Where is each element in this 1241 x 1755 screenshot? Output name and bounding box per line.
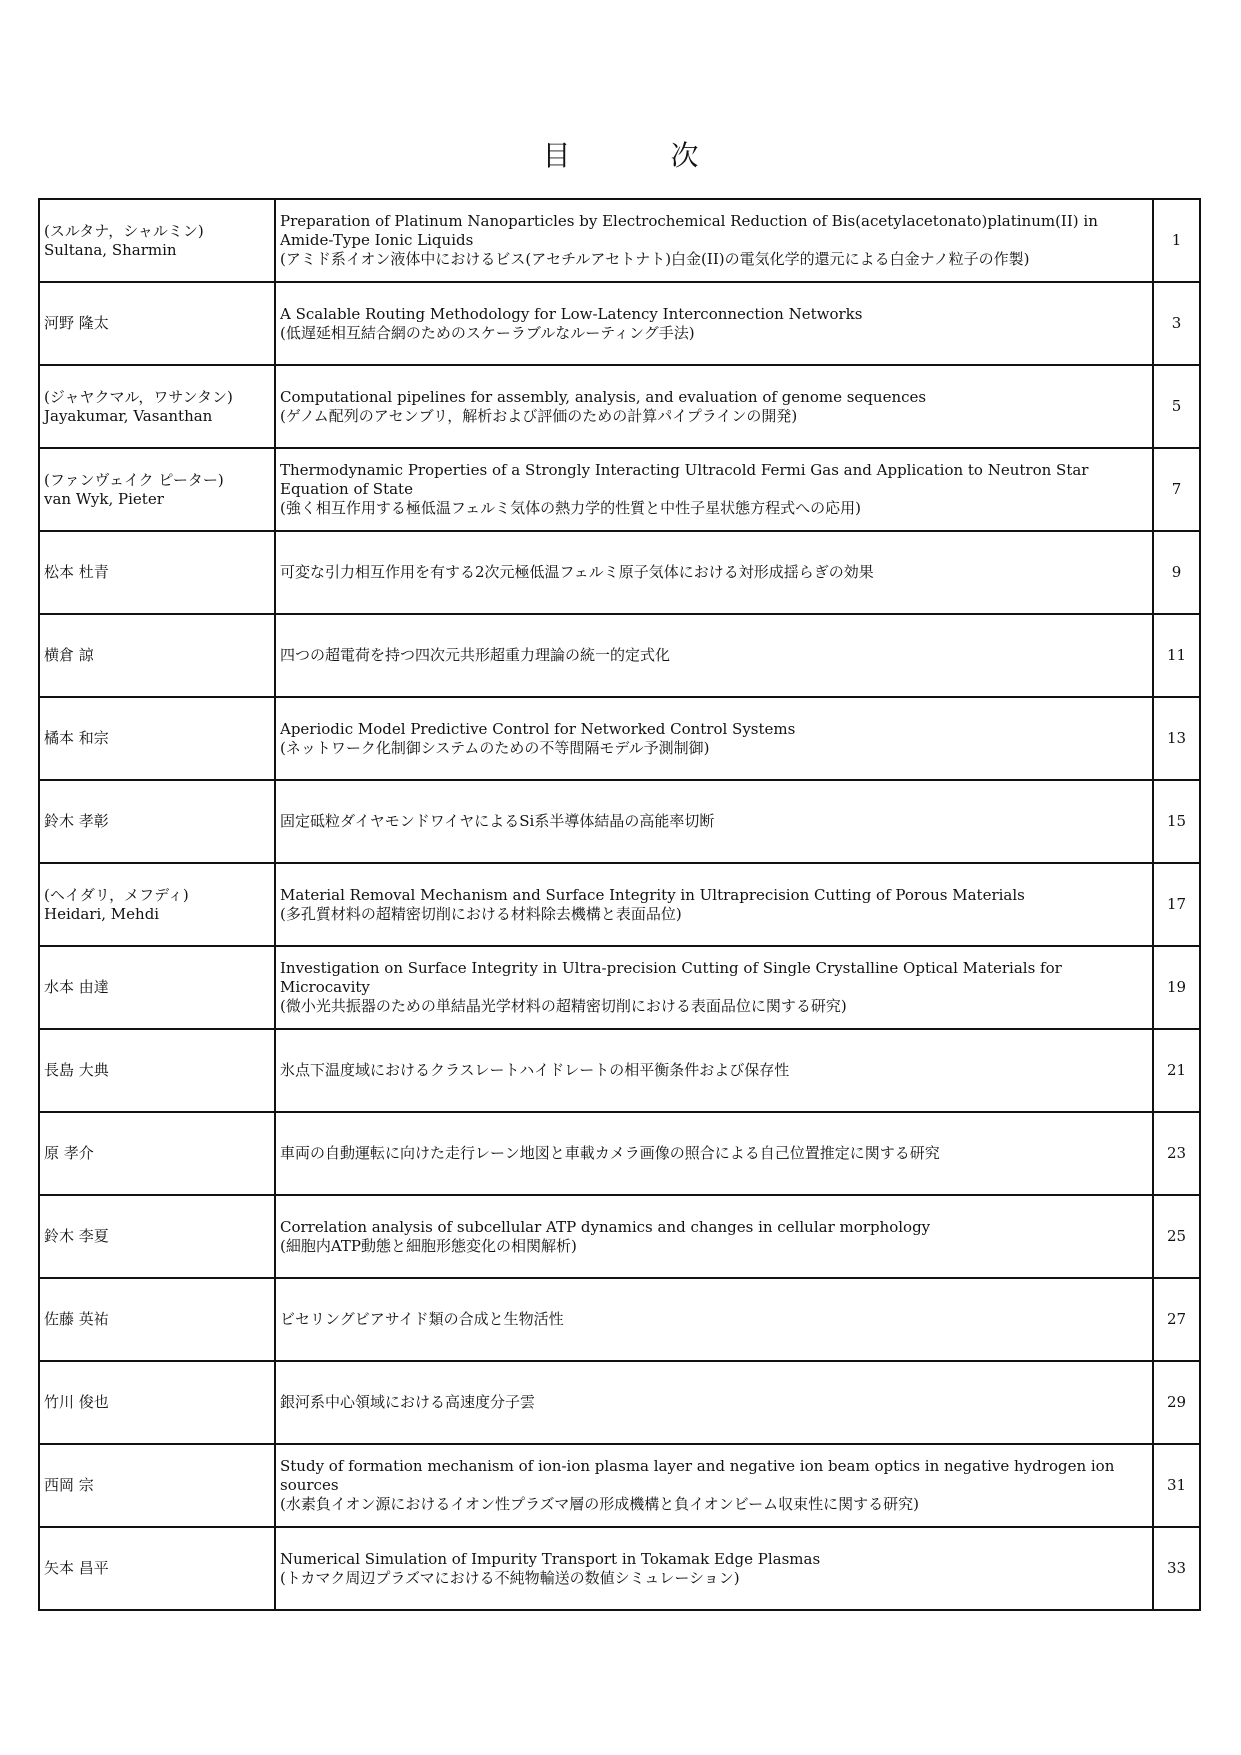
table-row	[39, 531, 1200, 614]
title-cell	[275, 1527, 1153, 1610]
thesis-title: A Scalable Routing Methodology for Low-Latency Interconnection Networks	[280, 304, 863, 323]
table-row	[39, 1527, 1200, 1610]
author-name: 原 孝介	[44, 1144, 94, 1162]
author-name: 河野 隆太	[44, 314, 109, 332]
title-cell	[275, 1444, 1153, 1527]
page-number: 11	[1153, 614, 1200, 697]
table-of-contents	[38, 198, 1201, 1611]
thesis-title: (細胞内ATP動態と細胞形態変化の相関解析)	[280, 1236, 577, 1255]
thesis-title: 四つの超電荷を持つ四次元共形超重力理論の統一的定式化	[280, 646, 671, 664]
page-number: 29	[1153, 1361, 1200, 1444]
author-cell	[39, 1195, 275, 1278]
thesis-title: ビセリングビアサイド類の合成と生物活性	[280, 1310, 564, 1328]
title-cell	[275, 199, 1153, 282]
author-cell	[39, 448, 275, 531]
table-row	[39, 614, 1200, 697]
table-row	[39, 199, 1200, 282]
author-name: (ヘイダリ，メフディ)	[44, 885, 189, 904]
page-number: 17	[1153, 863, 1200, 946]
title-cell	[275, 365, 1153, 448]
page-number: 1	[1153, 199, 1200, 282]
table-row	[39, 697, 1200, 780]
page-number: 13	[1153, 697, 1200, 780]
table-row	[39, 1029, 1200, 1112]
thesis-title: Aperiodic Model Predictive Control for Networked Control Systems	[280, 719, 796, 738]
thesis-title: Preparation of Platinum Nanoparticles by Electrochemical Reduction of Bis(acetylacetonato)platinum(II) in Amide-Type Ionic Liquids	[280, 212, 1098, 249]
page-number: 33	[1153, 1527, 1200, 1610]
page-number: 5	[1153, 365, 1200, 448]
thesis-title: (トカマク周辺プラズマにおける不純物輸送の数値シミュレーション)	[280, 1568, 740, 1587]
title-cell	[275, 1112, 1153, 1195]
table-row	[39, 448, 1200, 531]
table-row	[39, 1195, 1200, 1278]
table-row	[39, 780, 1200, 863]
thesis-title: (多孔質材料の超精密切削における材料除去機構と表面品位)	[280, 904, 682, 923]
author-cell	[39, 697, 275, 780]
title-cell	[275, 1195, 1153, 1278]
author-cell	[39, 1527, 275, 1610]
thesis-title: 可変な引力相互作用を有する2次元極低温フェルミ原子気体における対形成揺らぎの効果	[280, 563, 874, 581]
thesis-title: Material Removal Mechanism and Surface Integrity in Ultraprecision Cutting of Porous Materials	[280, 885, 1025, 904]
title-cell	[275, 697, 1153, 780]
author-cell	[39, 863, 275, 946]
table-row	[39, 1361, 1200, 1444]
author-name: 鈴木 孝彰	[44, 812, 109, 830]
author-name: van Wyk, Pieter	[44, 489, 164, 508]
author-name: 佐藤 英祐	[44, 1310, 109, 1328]
thesis-title: (微小光共振器のための単結晶光学材料の超精密切削における表面品位に関する研究)	[280, 997, 847, 1015]
table-row	[39, 1444, 1200, 1527]
page-title: 目 次	[542, 139, 735, 172]
author-cell	[39, 282, 275, 365]
page-number: 19	[1153, 946, 1200, 1029]
author-name: 水本 由達	[44, 978, 109, 996]
table-row	[39, 1112, 1200, 1195]
title-cell	[275, 1029, 1153, 1112]
author-name: (ファンヴェイク ピーター)	[44, 470, 224, 489]
author-cell	[39, 1278, 275, 1361]
author-name: Heidari, Mehdi	[44, 904, 160, 923]
thesis-title: 氷点下温度域におけるクラスレートハイドレートの相平衡条件および保存性	[280, 1061, 790, 1079]
author-cell	[39, 1029, 275, 1112]
author-name: 横倉 諒	[44, 646, 94, 664]
author-cell	[39, 946, 275, 1029]
title-cell	[275, 780, 1153, 863]
title-cell	[275, 448, 1153, 531]
page-number: 7	[1153, 448, 1200, 531]
author-name: 竹川 俊也	[44, 1393, 109, 1411]
author-name: 鈴木 李夏	[44, 1227, 109, 1245]
thesis-title: (強く相互作用する極低温フェルミ気体の熱力学的性質と中性子星状態方程式への応用)	[280, 499, 861, 517]
page-number: 15	[1153, 780, 1200, 863]
author-cell	[39, 199, 275, 282]
author-cell	[39, 1444, 275, 1527]
title-cell	[275, 1278, 1153, 1361]
thesis-title: 固定砥粒ダイヤモンドワイヤによるSi系半導体結晶の高能率切断	[280, 812, 715, 830]
author-cell	[39, 780, 275, 863]
thesis-title: (低遅延相互結合網のためのスケーラブルなルーティング手法)	[280, 323, 695, 342]
page-number: 27	[1153, 1278, 1200, 1361]
author-cell	[39, 1112, 275, 1195]
author-name: (スルタナ，シャルミン)	[44, 221, 204, 240]
table-row	[39, 1278, 1200, 1361]
thesis-title: Numerical Simulation of Impurity Transport in Tokamak Edge Plasmas	[280, 1549, 821, 1568]
page-number: 3	[1153, 282, 1200, 365]
page-number: 31	[1153, 1444, 1200, 1527]
thesis-title: Correlation analysis of subcellular ATP dynamics and changes in cellular morphology	[280, 1217, 931, 1236]
thesis-title: 車両の自動運転に向けた走行レーン地図と車載カメラ画像の照合による自己位置推定に関する研究	[280, 1144, 940, 1162]
thesis-title: (ゲノム配列のアセンブリ，解析および評価のための計算パイプラインの開発)	[280, 406, 798, 425]
author-cell	[39, 1361, 275, 1444]
author-cell	[39, 365, 275, 448]
title-cell	[275, 531, 1153, 614]
page-number: 9	[1153, 531, 1200, 614]
author-name: 橘本 和宗	[44, 729, 109, 747]
author-name: 長島 大典	[44, 1061, 109, 1079]
thesis-title: (水素負イオン源におけるイオン性プラズマ層の形成機構と負イオンビーム収束性に関する研究)	[280, 1495, 920, 1513]
author-cell	[39, 614, 275, 697]
page-number: 23	[1153, 1112, 1200, 1195]
author-name: 松本 杜青	[44, 563, 109, 581]
thesis-title: 銀河系中心領域における高速度分子雲	[280, 1393, 536, 1411]
toc-body	[39, 199, 1200, 1610]
page-number: 21	[1153, 1029, 1200, 1112]
author-name: 西岡 宗	[44, 1476, 94, 1494]
title-cell	[275, 614, 1153, 697]
title-cell	[275, 282, 1153, 365]
thesis-title: (アミド系イオン液体中におけるビス(アセチルアセトナト)白金(II)の電気化学的還元による白金ナノ粒子の作製)	[280, 250, 1030, 268]
table-row	[39, 365, 1200, 448]
author-name: 矢本 昌平	[44, 1559, 109, 1577]
author-name: (ジャヤクマル，ワサンタン)	[44, 387, 233, 406]
table-row	[39, 946, 1200, 1029]
thesis-title: Thermodynamic Properties of a Strongly Interacting Ultracold Fermi Gas and Application to Neutron Star Equation of State	[280, 461, 1089, 498]
author-name: Sultana, Sharmin	[44, 240, 177, 259]
thesis-title: Investigation on Surface Integrity in Ultra-precision Cutting of Single Crystalline Optical Materials for Microcavity	[280, 959, 1062, 996]
thesis-title: (ネットワーク化制御システムのための不等間隔モデル予測制御)	[280, 738, 710, 757]
title-cell	[275, 863, 1153, 946]
author-name: Jayakumar, Vasanthan	[44, 406, 213, 425]
title-cell	[275, 946, 1153, 1029]
thesis-title: Study of formation mechanism of ion-ion plasma layer and negative ion beam optics in negative hydrogen ion sources	[280, 1457, 1115, 1494]
table-row	[39, 282, 1200, 365]
title-cell	[275, 1361, 1153, 1444]
thesis-title: Computational pipelines for assembly, analysis, and evaluation of genome sequences	[280, 387, 927, 406]
author-cell	[39, 531, 275, 614]
page-number: 25	[1153, 1195, 1200, 1278]
table-row	[39, 863, 1200, 946]
